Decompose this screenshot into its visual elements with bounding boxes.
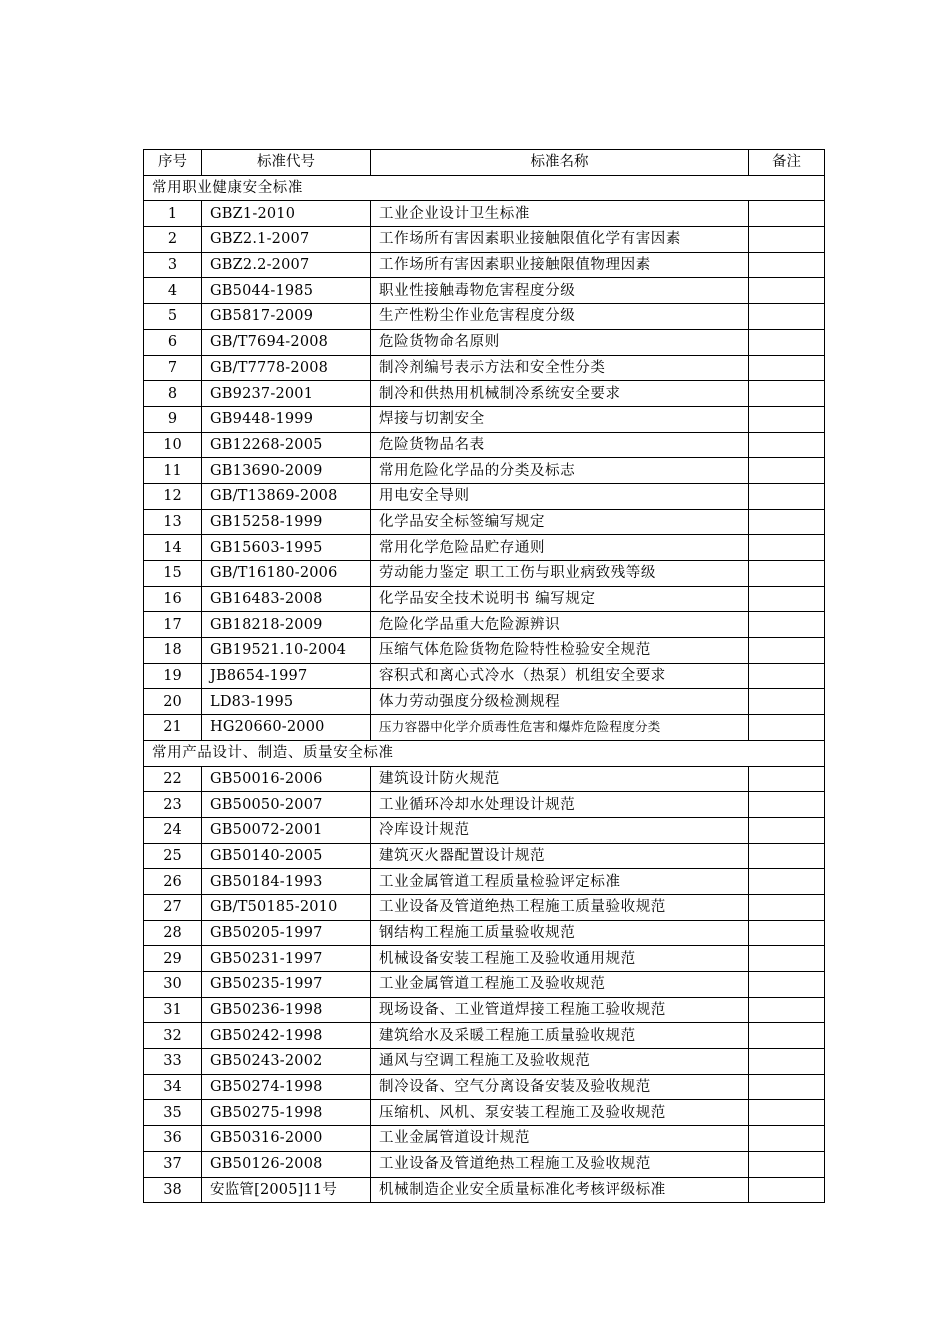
cell-name: 工作场所有害因素职业接触限值化学有害因素 — [371, 227, 749, 253]
cell-name: 生产性粉尘作业危害程度分级 — [371, 304, 749, 330]
cell-code: GB18218-2009 — [202, 612, 371, 638]
section-title: 常用职业健康安全标准 — [144, 175, 825, 201]
cell-name: 化学品安全技术说明书 编写规定 — [371, 586, 749, 612]
table-row — [144, 612, 825, 638]
cell-name: 工业金属管道工程施工及验收规范 — [371, 972, 749, 998]
cell-code: GB15258-1999 — [202, 509, 371, 535]
cell-name: 建筑给水及采暖工程施工质量验收规范 — [371, 1023, 749, 1049]
cell-note — [749, 1151, 825, 1177]
cell-code: GB50140-2005 — [202, 843, 371, 869]
cell-no: 23 — [144, 792, 202, 818]
cell-no: 31 — [144, 997, 202, 1023]
cell-code: GB16483-2008 — [202, 586, 371, 612]
cell-note — [749, 843, 825, 869]
cell-no: 4 — [144, 278, 202, 304]
cell-name: 工业设备及管道绝热工程施工质量验收规范 — [371, 894, 749, 920]
cell-name: 劳动能力鉴定 职工工伤与职业病致残等级 — [371, 561, 749, 587]
cell-name: 工业设备及管道绝热工程施工及验收规范 — [371, 1151, 749, 1177]
table-row — [144, 535, 825, 561]
cell-no: 17 — [144, 612, 202, 638]
table-row — [144, 483, 825, 509]
cell-note — [749, 869, 825, 895]
table-row — [144, 1126, 825, 1152]
header-no: 序号 — [144, 150, 202, 176]
cell-code: GB50275-1998 — [202, 1100, 371, 1126]
table-row — [144, 638, 825, 664]
table-row — [144, 817, 825, 843]
cell-note — [749, 483, 825, 509]
table-row — [144, 227, 825, 253]
cell-name: 工业循环冷却水处理设计规范 — [371, 792, 749, 818]
cell-note — [749, 766, 825, 792]
table-row — [144, 869, 825, 895]
cell-note — [749, 1100, 825, 1126]
table-row — [144, 972, 825, 998]
table-row — [144, 252, 825, 278]
cell-code: GB12268-2005 — [202, 432, 371, 458]
table-row — [144, 792, 825, 818]
cell-no: 6 — [144, 329, 202, 355]
cell-name: 工作场所有害因素职业接触限值物理因素 — [371, 252, 749, 278]
cell-code: 安监管[2005]11号 — [202, 1177, 371, 1203]
cell-code: GB13690-2009 — [202, 458, 371, 484]
cell-no: 15 — [144, 561, 202, 587]
cell-code: GB5817-2009 — [202, 304, 371, 330]
cell-code: GB/T13869-2008 — [202, 483, 371, 509]
cell-code: HG20660-2000 — [202, 715, 371, 741]
cell-no: 16 — [144, 586, 202, 612]
cell-name: 冷库设计规范 — [371, 817, 749, 843]
cell-no: 20 — [144, 689, 202, 715]
table-row — [144, 1151, 825, 1177]
cell-no: 14 — [144, 535, 202, 561]
cell-code: GB9448-1999 — [202, 406, 371, 432]
cell-note — [749, 381, 825, 407]
cell-code: GB50274-1998 — [202, 1074, 371, 1100]
cell-code: LD83-1995 — [202, 689, 371, 715]
table-row — [144, 766, 825, 792]
cell-name: 通风与空调工程施工及验收规范 — [371, 1049, 749, 1075]
cell-name: 职业性接触毒物危害程度分级 — [371, 278, 749, 304]
table-row — [144, 1100, 825, 1126]
cell-code: GB50316-2000 — [202, 1126, 371, 1152]
table-row — [144, 1177, 825, 1203]
cell-code: GB50184-1993 — [202, 869, 371, 895]
cell-note — [749, 1074, 825, 1100]
cell-code: GB50205-1997 — [202, 920, 371, 946]
cell-code: GB50243-2002 — [202, 1049, 371, 1075]
cell-code: GB/T16180-2006 — [202, 561, 371, 587]
cell-name: 现场设备、工业管道焊接工程施工验收规范 — [371, 997, 749, 1023]
cell-note — [749, 1049, 825, 1075]
cell-no: 34 — [144, 1074, 202, 1100]
cell-note — [749, 278, 825, 304]
cell-no: 8 — [144, 381, 202, 407]
table-row — [144, 946, 825, 972]
cell-no: 11 — [144, 458, 202, 484]
cell-no: 37 — [144, 1151, 202, 1177]
cell-no: 5 — [144, 304, 202, 330]
cell-code: GB50231-1997 — [202, 946, 371, 972]
table-row — [144, 432, 825, 458]
cell-no: 9 — [144, 406, 202, 432]
cell-no: 25 — [144, 843, 202, 869]
cell-no: 7 — [144, 355, 202, 381]
section-row — [144, 740, 825, 766]
cell-note — [749, 689, 825, 715]
table-row — [144, 458, 825, 484]
cell-name: 制冷和供热用机械制冷系统安全要求 — [371, 381, 749, 407]
cell-code: GB/T7778-2008 — [202, 355, 371, 381]
table-row — [144, 1023, 825, 1049]
cell-no: 26 — [144, 869, 202, 895]
cell-name: 危险化学品重大危险源辨识 — [371, 612, 749, 638]
cell-no: 19 — [144, 663, 202, 689]
cell-no: 27 — [144, 894, 202, 920]
cell-note — [749, 304, 825, 330]
cell-note — [749, 946, 825, 972]
cell-name: 压缩机、风机、泵安装工程施工及验收规范 — [371, 1100, 749, 1126]
cell-name: 危险货物命名原则 — [371, 329, 749, 355]
cell-note — [749, 535, 825, 561]
cell-no: 32 — [144, 1023, 202, 1049]
cell-note — [749, 432, 825, 458]
cell-name: 钢结构工程施工质量验收规范 — [371, 920, 749, 946]
table-row — [144, 894, 825, 920]
cell-note — [749, 638, 825, 664]
cell-no: 22 — [144, 766, 202, 792]
table-row — [144, 689, 825, 715]
cell-code: GB15603-1995 — [202, 535, 371, 561]
cell-no: 28 — [144, 920, 202, 946]
cell-code: GB50126-2008 — [202, 1151, 371, 1177]
header-note: 备注 — [749, 150, 825, 176]
cell-no: 38 — [144, 1177, 202, 1203]
table-row — [144, 1074, 825, 1100]
header-name: 标准名称 — [371, 150, 749, 176]
cell-name: 机械设备安装工程施工及验收通用规范 — [371, 946, 749, 972]
table-row — [144, 997, 825, 1023]
cell-note — [749, 561, 825, 587]
cell-note — [749, 329, 825, 355]
cell-name: 化学品安全标签编写规定 — [371, 509, 749, 535]
cell-note — [749, 663, 825, 689]
cell-note — [749, 252, 825, 278]
cell-note — [749, 920, 825, 946]
cell-no: 12 — [144, 483, 202, 509]
cell-name: 工业金属管道工程质量检验评定标准 — [371, 869, 749, 895]
table-row — [144, 561, 825, 587]
cell-code: GB50235-1997 — [202, 972, 371, 998]
cell-note — [749, 894, 825, 920]
table-row — [144, 304, 825, 330]
standards-table — [143, 149, 825, 1203]
cell-code: GB5044-1985 — [202, 278, 371, 304]
cell-no: 13 — [144, 509, 202, 535]
cell-name: 压缩气体危险货物危险特性检验安全规范 — [371, 638, 749, 664]
cell-note — [749, 355, 825, 381]
table-row — [144, 329, 825, 355]
cell-note — [749, 817, 825, 843]
cell-name: 容积式和离心式冷水（热泵）机组安全要求 — [371, 663, 749, 689]
cell-name: 建筑设计防火规范 — [371, 766, 749, 792]
cell-no: 21 — [144, 715, 202, 741]
cell-no: 2 — [144, 227, 202, 253]
cell-note — [749, 612, 825, 638]
cell-no: 35 — [144, 1100, 202, 1126]
table-row — [144, 586, 825, 612]
cell-code: GB50016-2006 — [202, 766, 371, 792]
cell-code: GBZ1-2010 — [202, 201, 371, 227]
table-row — [144, 406, 825, 432]
cell-code: JB8654-1997 — [202, 663, 371, 689]
header-code: 标准代号 — [202, 150, 371, 176]
cell-code: GB50236-1998 — [202, 997, 371, 1023]
table-row — [144, 663, 825, 689]
cell-name: 工业金属管道设计规范 — [371, 1126, 749, 1152]
cell-no: 10 — [144, 432, 202, 458]
cell-no: 30 — [144, 972, 202, 998]
cell-code: GB50050-2007 — [202, 792, 371, 818]
cell-note — [749, 227, 825, 253]
table-row — [144, 920, 825, 946]
section-title: 常用产品设计、制造、质量安全标准 — [144, 740, 825, 766]
cell-note — [749, 458, 825, 484]
cell-note — [749, 792, 825, 818]
cell-code: GB/T7694-2008 — [202, 329, 371, 355]
cell-note — [749, 972, 825, 998]
table-row — [144, 509, 825, 535]
cell-code: GBZ2.2-2007 — [202, 252, 371, 278]
cell-no: 18 — [144, 638, 202, 664]
table-row — [144, 843, 825, 869]
cell-note — [749, 1177, 825, 1203]
cell-code: GBZ2.1-2007 — [202, 227, 371, 253]
cell-name: 制冷剂编号表示方法和安全性分类 — [371, 355, 749, 381]
table-row — [144, 355, 825, 381]
cell-code: GB9237-2001 — [202, 381, 371, 407]
cell-no: 36 — [144, 1126, 202, 1152]
table-row — [144, 715, 825, 741]
cell-no: 29 — [144, 946, 202, 972]
cell-no: 33 — [144, 1049, 202, 1075]
cell-note — [749, 997, 825, 1023]
cell-name: 建筑灭火器配置设计规范 — [371, 843, 749, 869]
cell-note — [749, 1126, 825, 1152]
table-row — [144, 201, 825, 227]
cell-note — [749, 586, 825, 612]
cell-note — [749, 201, 825, 227]
table-row — [144, 278, 825, 304]
cell-name: 常用化学危险品贮存通则 — [371, 535, 749, 561]
cell-name: 制冷设备、空气分离设备安装及验收规范 — [371, 1074, 749, 1100]
cell-name: 常用危险化学品的分类及标志 — [371, 458, 749, 484]
cell-no: 3 — [144, 252, 202, 278]
cell-code: GB50242-1998 — [202, 1023, 371, 1049]
cell-code: GB19521.10-2004 — [202, 638, 371, 664]
cell-name: 工业企业设计卫生标准 — [371, 201, 749, 227]
header-row — [144, 150, 825, 176]
cell-note — [749, 1023, 825, 1049]
cell-note — [749, 406, 825, 432]
cell-name: 压力容器中化学介质毒性危害和爆炸危险程度分类 — [371, 715, 749, 741]
table-row — [144, 381, 825, 407]
cell-no: 24 — [144, 817, 202, 843]
cell-name: 体力劳动强度分级检测规程 — [371, 689, 749, 715]
table-body — [144, 175, 825, 1203]
cell-name: 焊接与切割安全 — [371, 406, 749, 432]
table-row — [144, 1049, 825, 1075]
cell-code: GB50072-2001 — [202, 817, 371, 843]
section-row — [144, 175, 825, 201]
cell-note — [749, 509, 825, 535]
cell-name: 用电安全导则 — [371, 483, 749, 509]
cell-no: 1 — [144, 201, 202, 227]
cell-name: 机械制造企业安全质量标准化考核评级标准 — [371, 1177, 749, 1203]
cell-code: GB/T50185-2010 — [202, 894, 371, 920]
cell-name: 危险货物品名表 — [371, 432, 749, 458]
cell-note — [749, 715, 825, 741]
